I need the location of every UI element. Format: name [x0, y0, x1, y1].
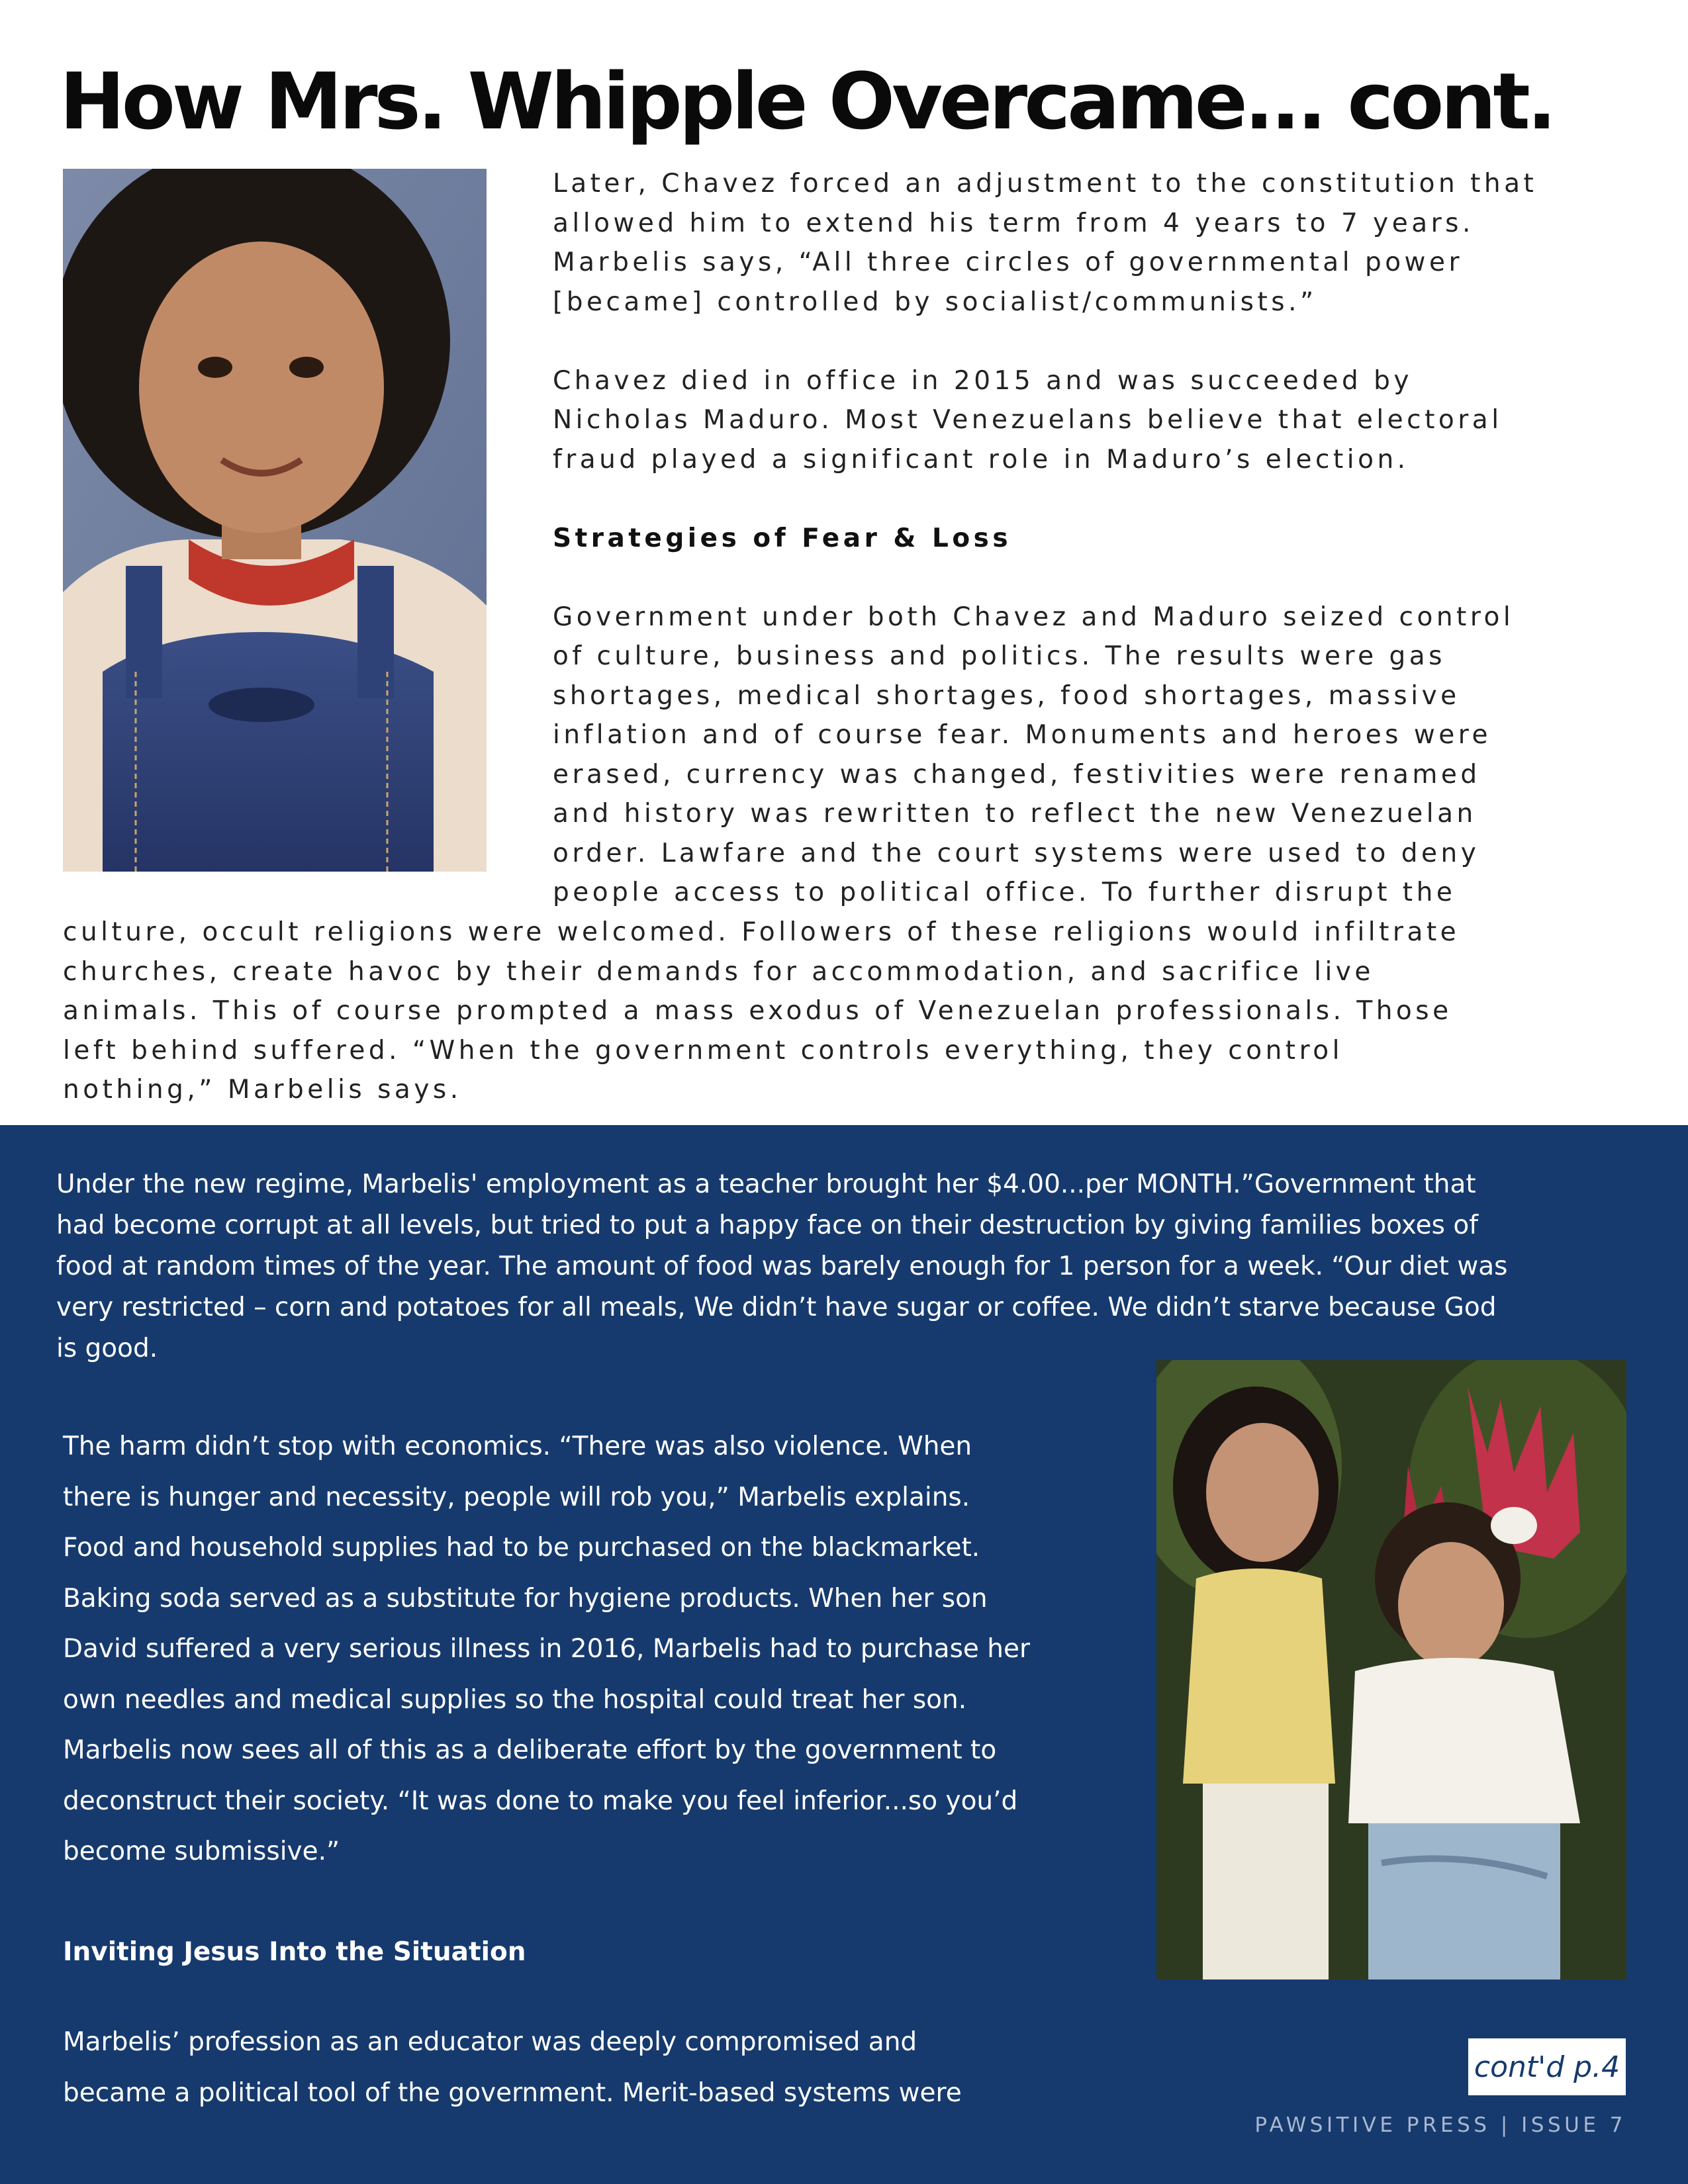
child-portrait-photo: [63, 169, 487, 872]
page-title: How Mrs. Whipple Overcame... cont.: [60, 56, 1554, 147]
article-paragraph: Later, Chavez forced an adjustment to the constitution that allowed him to extend his term from 4 years to 7 years. Marbelis says, “All three circles of governmental power [became] controlled by socialist/communists.”: [553, 169, 1538, 317]
article-paragraph: Government under both Chavez and Maduro seized control of culture, business and politics. The results were gas shortages, medical shortages, food shortages, massive inflation and of course fear. Monuments and heroes were erased, currency was changed, festivities were renamed and history was rewritten to reflect the new Venezuelan order. Lawfare and the court systems were used to deny people access to political office. To further disrupt the: [553, 602, 1515, 907]
article-paragraph-continued: culture, occult religions were welcomed. Followers of these religions would infiltrate churches, create havoc by their demands for accommodation, and sacrifice live animals. This of course prompted a mass exodus of Venezuelan professionals. Those left behind suffered. “When the government controls everything, they control nothing,” Marbelis says.: [63, 917, 1460, 1105]
continued-label-box: [1468, 2038, 1626, 2095]
section-heading: Inviting Jesus Into the Situation: [63, 1937, 526, 1967]
continued-label: cont'd p.4: [1474, 2050, 1620, 2084]
article-paragraph: Marbelis’ profession as an educator was deeply compromised and became a political tool of the government. Merit-based systems were: [63, 2027, 962, 2108]
two-girls-photo: [1156, 1360, 1626, 1979]
footer-publication: PAWSITIVE PRESS | ISSUE 7: [1254, 2113, 1626, 2137]
article-paragraph: The harm didn’t stop with economics. “There was also violence. When there is hunger and necessity, people will rob you,” Marbelis explains. Food and household supplies had to be purchased on the blackmarket. Baking soda served as a substitute for hygiene products. When her son David suffered a very serious illness in 2016, Marbelis had to purchase her own needles and medical supplies so the hospital could treat her son. Marbelis now sees all of this as a deliberate effort by the government to deconstruct their society. “It was done to make you feel inferior...so you’d become submissive.”: [63, 1432, 1031, 1866]
section-heading: Strategies of Fear & Loss: [553, 523, 1012, 553]
article-paragraph: Chavez died in office in 2015 and was succeeded by Nicholas Maduro. Most Venezuelans believe that electoral fraud played a significant role in Maduro’s election.: [553, 365, 1503, 475]
article-paragraph: Under the new regime, Marbelis' employment as a teacher brought her $4.00...per MONTH.”Government that had become corrupt at all levels, but tried to put a happy face on their destruction by giving families boxes of food at random times of the year. The amount of food was barely enough for 1 person for a week. “Our diet was very restricted – corn and potatoes for all meals, We didn’t have sugar or coffee. We didn’t starve because God is good.: [56, 1169, 1508, 1363]
